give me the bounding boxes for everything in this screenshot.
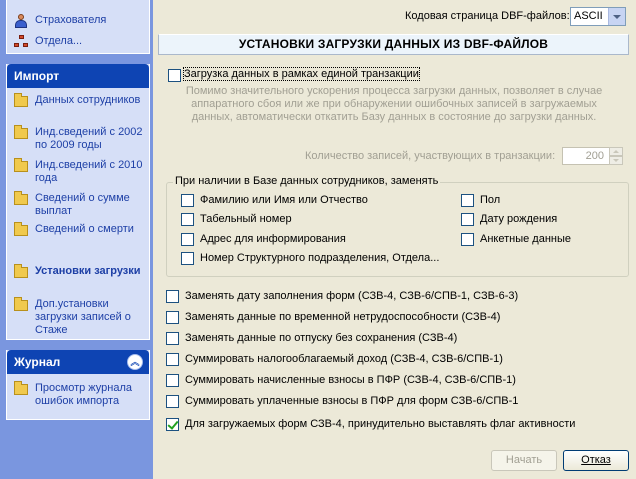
replace-sex-label: Пол	[480, 194, 501, 206]
option-force-active-label: Для загружаемых форм СЗВ-4, принудительно выставлять флаг активности	[185, 418, 576, 430]
import-group	[6, 64, 150, 340]
folder-icon	[14, 126, 30, 140]
cancel-button-label: Отказ	[581, 454, 611, 466]
journal-group-label: Журнал	[14, 355, 61, 369]
sidebar-item-ind-2010[interactable]	[7, 159, 149, 185]
start-button-label: Начать	[505, 454, 543, 466]
transaction-count-spinner[interactable]	[609, 147, 623, 165]
sidebar-item-department[interactable]	[7, 35, 86, 48]
chevron-up-icon[interactable]: ︽	[127, 354, 143, 370]
option-fill-date-label: Заменять дату заполнения форм (СЗВ-4, СЗВ-6/СПВ-1, СЗВ-6-3)	[185, 290, 519, 302]
sidebar-item-insurer[interactable]	[7, 14, 110, 27]
option-sick-leave-checkbox[interactable]	[166, 311, 179, 324]
sidebar-item-label: Доп.установки загрузки записей о Стаже	[35, 298, 131, 336]
option-unpaid-leave-label: Заменять данные по отпуску без сохранения (СЗВ-4)	[185, 332, 458, 344]
replace-group-title: При наличии в Базе данных сотрудников, заменять	[175, 175, 439, 187]
transaction-hint: Помимо значительного ускорения процесса загрузки данных, позволяет в случае аппаратного сбоя или же при обнаружении ошибочных записей в загружаемых данных, автоматически откатить Базу данных в состояние до загрузки данных.	[185, 85, 603, 123]
replace-address-label: Адрес для информирования	[200, 233, 346, 245]
replace-profile-label: Анкетные данные	[480, 233, 572, 245]
task-pane	[0, 0, 153, 479]
sidebar-item-label: Сведений о смерти	[35, 223, 134, 235]
spin-down-icon[interactable]	[609, 156, 623, 165]
option-sum-income-checkbox[interactable]	[166, 353, 179, 366]
chevron-down-icon[interactable]	[608, 8, 625, 25]
replace-address-checkbox[interactable]	[181, 233, 194, 246]
replace-birthdate-label: Дату рождения	[480, 213, 558, 225]
codepage-value: ASCII	[574, 10, 603, 22]
sidebar-item-label: Инд.сведений с 2002 по 2009 годы	[35, 126, 143, 151]
cancel-button[interactable]	[563, 450, 629, 471]
option-sum-paid-checkbox[interactable]	[166, 395, 179, 408]
option-fill-date-checkbox[interactable]	[166, 290, 179, 303]
sidebar-item-employee-data[interactable]	[7, 94, 149, 107]
option-unpaid-leave-checkbox[interactable]	[166, 332, 179, 345]
replace-profile-checkbox[interactable]	[461, 233, 474, 246]
folder-icon	[14, 192, 30, 206]
start-button[interactable]	[491, 450, 557, 471]
edit-folder-icon	[14, 298, 30, 312]
sidebar-item-load-settings[interactable]	[7, 265, 149, 278]
folder-icon	[14, 159, 30, 173]
option-sum-accrued-checkbox[interactable]	[166, 374, 179, 387]
option-force-active-checkbox[interactable]	[166, 418, 179, 431]
journal-group-title	[7, 350, 149, 374]
sidebar-item-payments[interactable]	[7, 192, 149, 218]
replace-name-checkbox[interactable]	[181, 194, 194, 207]
department-icon	[14, 35, 30, 49]
spin-up-icon[interactable]	[609, 147, 623, 156]
option-sum-paid-label: Суммировать уплаченные взносы в ПФР для форм СЗВ-6/СПВ-1	[185, 395, 519, 407]
user-icon	[14, 14, 30, 28]
sidebar-item-label: Просмотр журнала ошибок импорта	[35, 382, 132, 407]
replace-name-label: Фамилию или Имя или Отчество	[200, 194, 368, 206]
log-icon	[14, 382, 30, 396]
sidebar-item-label: Сведений о сумме выплат	[35, 192, 130, 217]
replace-tabnum-label: Табельный номер	[200, 213, 292, 225]
replace-sex-checkbox[interactable]	[461, 194, 474, 207]
sidebar-item-label: Инд.сведений с 2010 года	[35, 159, 143, 184]
replace-birthdate-checkbox[interactable]	[461, 213, 474, 226]
settings-group	[6, 0, 150, 54]
option-sum-income-label: Суммировать налогооблагаемый доход (СЗВ-4, СЗВ-6/СПВ-1)	[185, 353, 503, 365]
sidebar-item-error-log[interactable]	[7, 382, 149, 408]
main-panel	[153, 0, 636, 479]
folder-icon	[14, 94, 30, 108]
sidebar-item-label: Отдела...	[35, 35, 83, 47]
transaction-count-value: 200	[585, 150, 604, 162]
folder-icon	[14, 223, 30, 237]
sidebar-item-death[interactable]	[7, 223, 149, 236]
transaction-checkbox[interactable]	[168, 69, 181, 82]
folder-icon	[14, 265, 30, 279]
codepage-select[interactable]	[570, 7, 626, 26]
option-sick-leave-label: Заменять данные по временной нетрудоспособности (СЗВ-4)	[185, 311, 501, 323]
codepage-label: Кодовая страница DBF-файлов:	[405, 10, 570, 22]
transaction-count-label: Количество записей, участвующих в транзакции:	[305, 150, 556, 162]
sidebar-item-ind-2002-2009[interactable]	[7, 126, 149, 152]
transaction-label[interactable]: Загрузка данных в рамках единой транзакции	[184, 68, 419, 80]
journal-group	[6, 350, 150, 420]
sidebar-item-extra-settings[interactable]	[7, 298, 149, 337]
option-sum-accrued-label: Суммировать начисленные взносы в ПФР (СЗВ-4, СЗВ-6/СПВ-1)	[185, 374, 516, 386]
replace-tabnum-checkbox[interactable]	[181, 213, 194, 226]
sidebar-item-label: Установки загрузки	[35, 265, 141, 277]
sidebar-item-label: Данных сотрудников	[35, 94, 141, 106]
sidebar-item-label: Страхователя	[35, 14, 107, 26]
page-title: УСТАНОВКИ ЗАГРУЗКИ ДАННЫХ ИЗ DBF-ФАЙЛОВ	[158, 34, 629, 55]
import-group-title: Импорт	[7, 64, 149, 88]
replace-dept-checkbox[interactable]	[181, 252, 194, 265]
replace-dept-label: Номер Структурного подразделения, Отдела...	[200, 252, 440, 264]
